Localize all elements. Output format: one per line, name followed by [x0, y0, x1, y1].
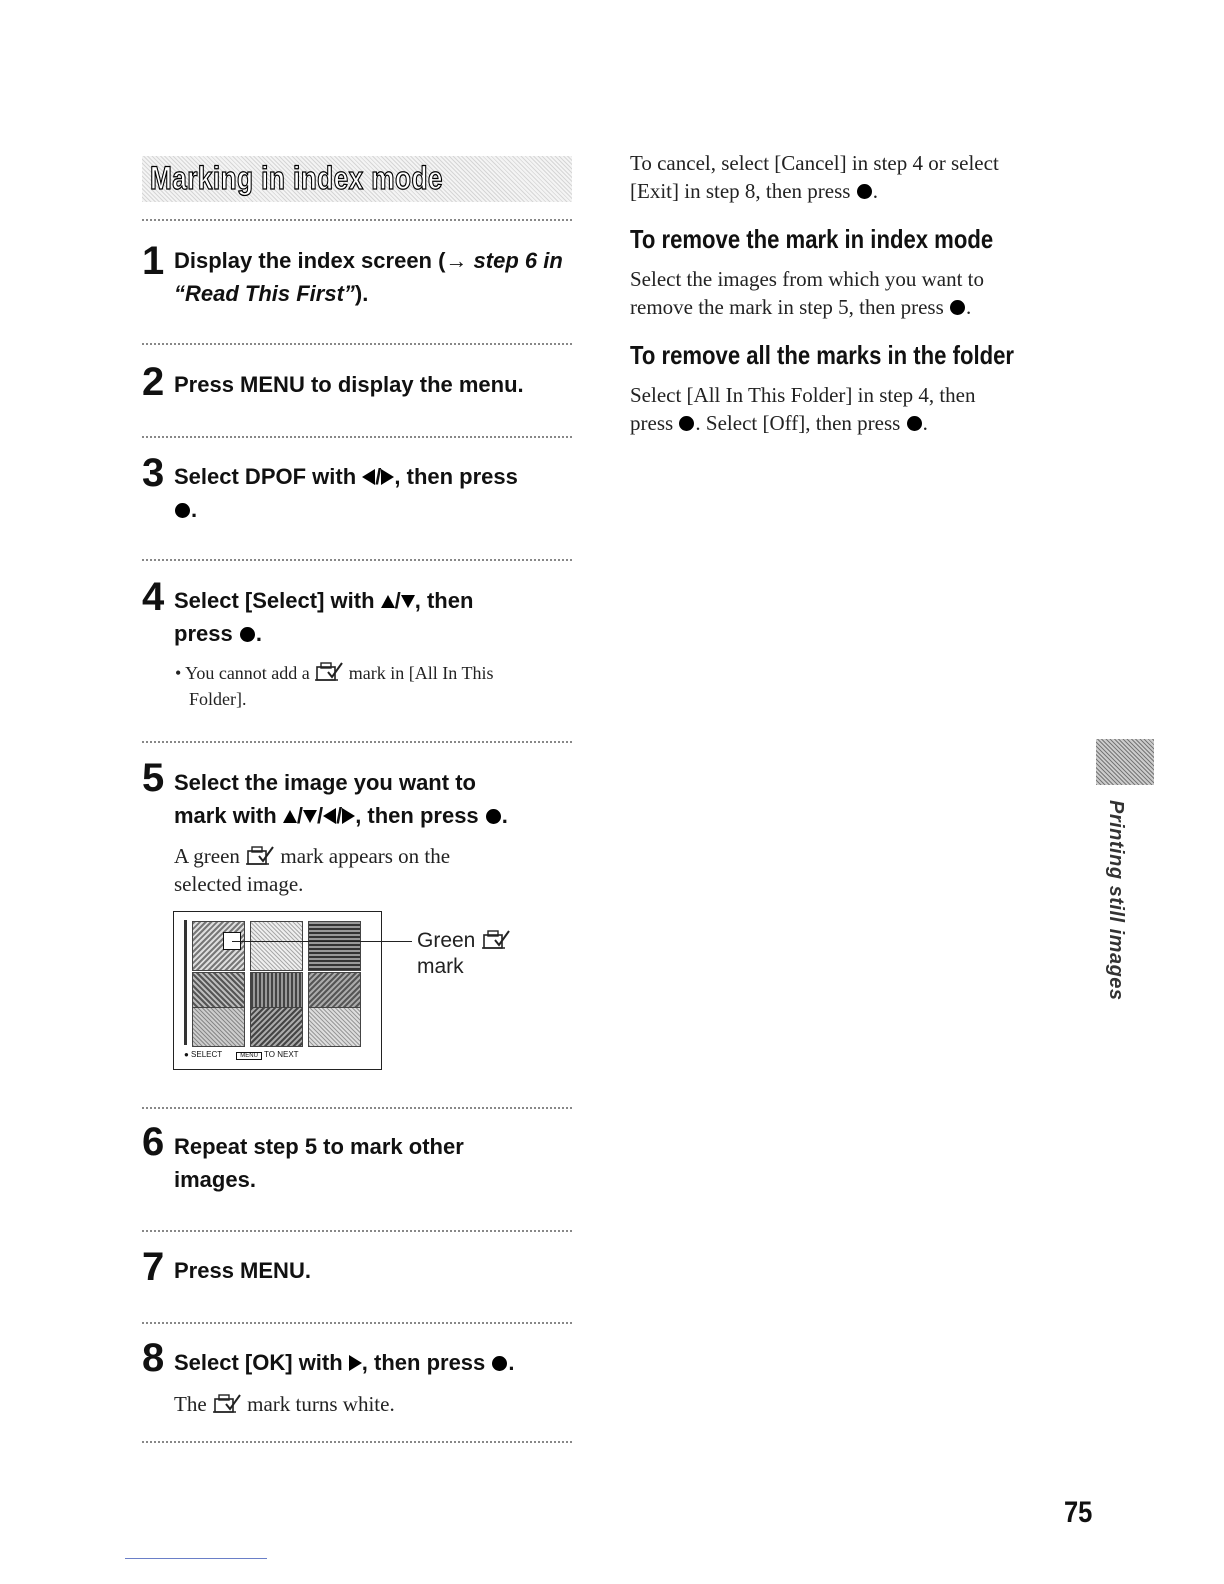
divider [142, 343, 572, 345]
step-8-text-b: , then press [361, 1350, 492, 1375]
step-6-text [174, 1130, 574, 1196]
step-8-text [174, 1346, 574, 1379]
remove-mark-text-a: Select the images from which you want to [630, 267, 984, 291]
step-8-desc-a: The [174, 1392, 212, 1416]
cancel-note-a: To cancel, select [Cancel] in step 4 or select [630, 151, 999, 175]
center-button-icon [950, 300, 965, 315]
step-1-text [174, 244, 574, 310]
print-mark-icon [481, 928, 511, 952]
step-5-text-f: , then press [355, 803, 485, 828]
step-4-text-d: press [174, 621, 239, 646]
center-button-icon [679, 416, 694, 431]
up-arrow-icon [381, 595, 395, 608]
step-4-note [175, 660, 575, 712]
heading-remove-mark: To remove the mark in index mode [630, 224, 994, 254]
remove-mark-text-b: remove the mark in step 5, then press [630, 295, 949, 319]
center-button-icon [240, 627, 255, 642]
step-5-slash: / [336, 803, 343, 828]
footer-next-label: TO NEXT [264, 1050, 299, 1059]
step-number-7: 7 [142, 1245, 165, 1289]
step-5-desc-b: mark appears on the [275, 844, 451, 868]
step-3-text-c: , then press [394, 464, 518, 489]
center-button-icon [486, 809, 501, 824]
step-number-8: 8 [142, 1336, 165, 1380]
step-1-text-b: ). [354, 281, 369, 306]
left-arrow-icon [362, 469, 375, 485]
step-5-text-g: . [501, 803, 508, 828]
step-4-text-a: Select [Select] with [174, 588, 381, 613]
step-3-text-a: Select DPOF with [174, 464, 363, 489]
step-number-4: 4 [142, 575, 165, 619]
remove-all-text-c: . Select [Off], then press [695, 411, 906, 435]
step-1-text-a: Display the index screen (→ [174, 248, 474, 273]
step-8-description [174, 1390, 574, 1418]
screen-footer [184, 1050, 299, 1060]
divider [142, 1441, 572, 1443]
cancel-note-c: . [872, 179, 878, 203]
right-arrow-icon [342, 808, 355, 824]
scrollbar [184, 920, 187, 1045]
remove-all-text [630, 381, 1070, 437]
divider [142, 1230, 572, 1232]
cancel-note-b: [Exit] in step 8, then press [630, 179, 856, 203]
step-6-text-b: images. [174, 1167, 256, 1192]
step-5-text-b: mark with [174, 803, 283, 828]
step-1-ref: step 6 in “Read This First” [174, 248, 563, 306]
print-mark-icon [245, 844, 275, 868]
index-screen-illustration [173, 911, 382, 1070]
callout-mark: mark [417, 955, 464, 978]
step-6-text-a: Repeat step 5 to mark other [174, 1134, 464, 1159]
step-4-text [174, 584, 574, 650]
divider [142, 219, 572, 221]
step-number-5: 5 [142, 756, 165, 800]
step-5-description [174, 842, 574, 898]
step-7-text: Press MENU. [174, 1258, 311, 1283]
right-arrow-icon [381, 469, 394, 485]
divider [142, 1107, 572, 1109]
center-button-icon [907, 416, 922, 431]
step-4-note-c: Folder]. [189, 689, 247, 709]
thumbnail [250, 921, 303, 971]
thumbnail [308, 1007, 361, 1047]
center-button-icon [175, 503, 190, 518]
thumbnail [308, 921, 361, 971]
print-mark-icon [314, 660, 344, 684]
divider [142, 1322, 572, 1324]
page-number: 75 [1064, 1496, 1093, 1529]
footer-menu-badge: MENU [236, 1052, 262, 1060]
step-5-slash: / [296, 803, 303, 828]
remove-all-text-b: press [630, 411, 679, 435]
step-8-desc-b: mark turns white. [241, 1392, 395, 1416]
side-tab-label: Printing still images [1105, 800, 1127, 1001]
divider [142, 436, 572, 438]
bottom-rule [125, 1558, 267, 1559]
down-arrow-icon [401, 595, 415, 608]
right-arrow-icon [349, 1355, 362, 1371]
step-8-text-a: Select [OK] with [174, 1350, 349, 1375]
step-number-2: 2 [142, 360, 165, 404]
step-5-desc-a: A green [174, 844, 246, 868]
section-title: Marking in index mode [150, 160, 443, 196]
remove-mark-text-c: . [966, 295, 972, 319]
step-4-text-c: , then [414, 588, 474, 613]
thumbnail-selected [192, 921, 245, 971]
center-button-icon [492, 1356, 507, 1371]
left-arrow-icon [323, 808, 336, 824]
step-4-note-a: • You cannot add a [175, 663, 315, 683]
divider [142, 741, 572, 743]
print-mark-icon [212, 1392, 242, 1416]
step-4-text-e: . [255, 621, 262, 646]
side-tab-marker [1096, 739, 1154, 785]
thumbnail [250, 1007, 303, 1047]
step-number-6: 6 [142, 1120, 165, 1164]
remove-all-text-d: . [922, 411, 928, 435]
cancel-note [630, 149, 1070, 205]
step-number-1: 1 [142, 239, 165, 283]
remove-all-text-a: Select [All In This Folder] in step 4, then [630, 383, 976, 407]
callout-green: Green [417, 929, 476, 952]
step-5-slash: / [316, 803, 324, 828]
step-5-desc-c: selected image. [174, 872, 304, 896]
step-4-slash: / [394, 588, 401, 613]
step-5-text-a: Select the image you want to [174, 770, 476, 795]
callout-line [232, 941, 412, 942]
step-number-3: 3 [142, 451, 165, 495]
footer-select-label: ● SELECT [184, 1050, 223, 1059]
heading-remove-all-marks: To remove all the marks in the folder [630, 340, 1014, 370]
step-2-text: Press MENU to display the menu. [174, 372, 524, 397]
center-button-icon [857, 184, 872, 199]
green-mark-callout [417, 928, 511, 980]
thumbnail [192, 1007, 245, 1047]
up-arrow-icon [283, 810, 297, 823]
remove-mark-text [630, 265, 1070, 321]
step-3-text [174, 460, 574, 526]
step-4-note-b: mark in [All In This [344, 663, 494, 683]
step-3-text-d: . [191, 497, 198, 522]
down-arrow-icon [303, 810, 317, 823]
step-8-text-c: . [508, 1350, 515, 1375]
step-5-text [174, 766, 574, 832]
step-3-slash: / [375, 464, 382, 489]
divider [142, 559, 572, 561]
